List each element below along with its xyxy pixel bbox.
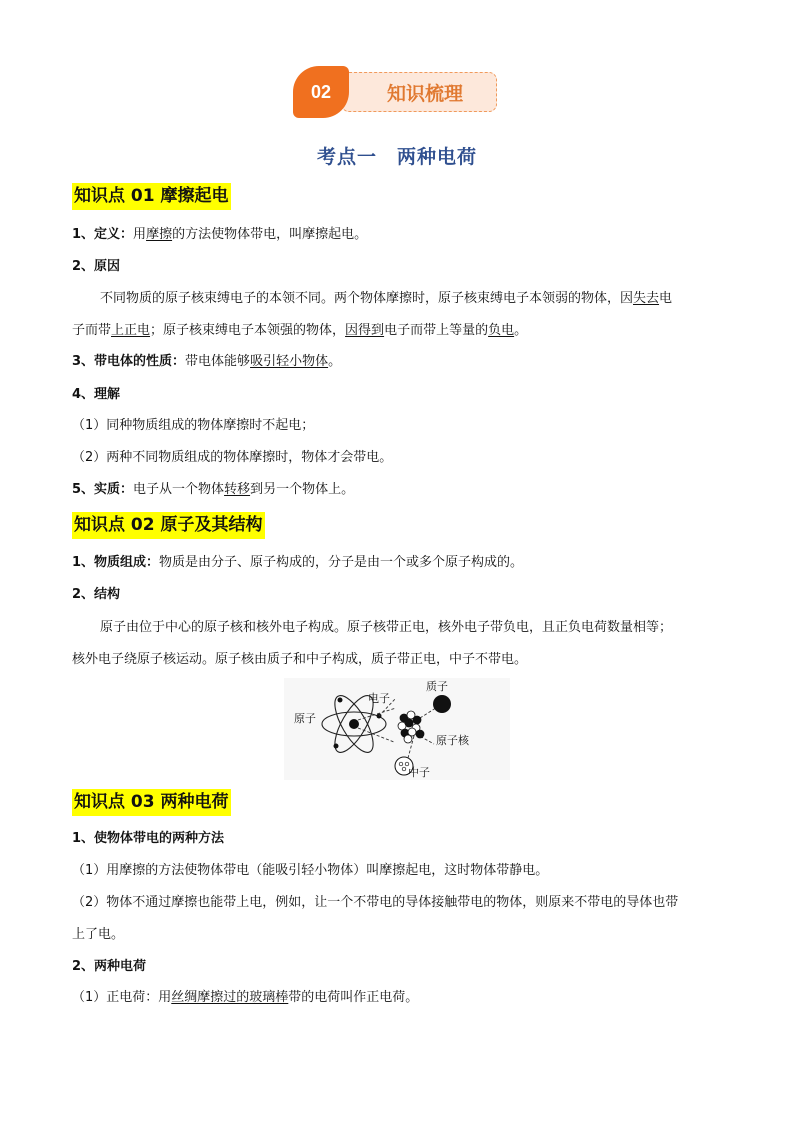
- section-badge: [293, 66, 500, 118]
- methods-label: [72, 830, 224, 848]
- cause-underline-lose: 失去: [633, 291, 660, 306]
- badge-title: 知识梳理: [386, 82, 463, 105]
- badge-title-box: [341, 72, 497, 112]
- composition-line: [72, 554, 523, 572]
- understand-item-2: （2）两种不同物质组成的物体摩擦时，物体才会带电。: [72, 450, 393, 465]
- definition-underline: 摩擦: [146, 227, 173, 242]
- knowledge-point-heading-3: 知识点 03 两种电荷: [72, 789, 231, 816]
- property-label: 3、带电体的性质：: [72, 354, 186, 369]
- definition-label: 1、定义：: [72, 227, 134, 242]
- nucleus-cluster: [398, 711, 424, 743]
- essence-underline: 转移: [224, 482, 251, 497]
- cause2-underline-gain: 因得到: [345, 323, 385, 338]
- cause-label-text: 2、原因: [72, 259, 121, 274]
- composition-text: 物质是由分子、原子构成的，分子是由一个或多个原子构成的。: [159, 555, 524, 570]
- cause2-text-a: 子而带: [72, 323, 112, 338]
- understand-item-1: （1）同种物质组成的物体摩擦时不起电；: [72, 418, 315, 433]
- cause2-text-d: 。: [514, 323, 528, 338]
- structure-paragraph-line-2: 核外电子绕原子核运动。原子核由质子和中子构成，质子带正电，中子不带电。: [72, 652, 528, 667]
- atom-structure-diagram: [284, 678, 510, 780]
- charges-label: [72, 958, 146, 976]
- knowledge-point-heading-2: 知识点 02 原子及其结构: [72, 512, 265, 539]
- cause-text-a: 不同物质的原子核束缚电子的本领不同。两个物体摩擦时，原子核束缚电子本领弱的物体，因: [100, 291, 634, 306]
- label-proton: 质子: [426, 680, 448, 693]
- method-item-1: （1）用摩擦的方法使物体带电（能吸引轻小物体）叫摩擦起电，这时物体带静电。: [72, 863, 549, 878]
- cause-text-b: 电: [659, 291, 673, 306]
- charges-label-text: 2、两种电荷: [72, 959, 147, 974]
- composition-label: 1、物质组成：: [72, 555, 160, 570]
- label-neutron: 中子: [408, 766, 430, 779]
- property-underline: 吸引轻小物体: [250, 354, 329, 369]
- understand-label-text: 4、理解: [72, 387, 121, 402]
- property-post: 。: [328, 354, 342, 369]
- small-nucleus: [349, 719, 359, 729]
- label-nucleus: 原子核: [436, 734, 469, 747]
- essence-pre: 电子从一个物体: [133, 482, 225, 497]
- cause2-text-c: 电子而带上等量的: [384, 323, 489, 338]
- cause2-underline-negative: 负电: [488, 323, 515, 338]
- positive-underline: 丝绸摩擦过的玻璃棒: [171, 990, 289, 1005]
- understand-label: [72, 386, 120, 404]
- cause2-text-b: ；原子核束缚电子本领强的物体，: [150, 323, 346, 338]
- essence-post: 到另一个物体上。: [250, 482, 355, 497]
- positive-pre: （1）正电荷：用: [72, 990, 172, 1005]
- cause-paragraph-line-1: [72, 290, 672, 308]
- structure-label-text: 2、结构: [72, 587, 121, 602]
- orbit-electron-2: [338, 698, 343, 703]
- essence-line: [72, 481, 354, 499]
- label-electron: 电子: [368, 692, 390, 705]
- definition-line: [72, 226, 367, 244]
- cause-paragraph-line-2: [72, 322, 527, 340]
- property-line: [72, 353, 341, 371]
- method-item-2-line-2: 上了电。: [72, 927, 125, 942]
- proton-ball: [433, 695, 451, 713]
- cause-label: [72, 258, 120, 276]
- knowledge-point-heading-1: 知识点 01 摩擦起电: [72, 183, 231, 210]
- cause2-underline-positive: 上正电: [111, 323, 151, 338]
- method-item-2-line-1: （2）物体不通过摩擦也能带上电，例如，让一个不带电的导体接触带电的物体，则原来不带电的导体也带: [72, 895, 679, 910]
- structure-paragraph-line-1: 原子由位于中心的原子核和核外电子构成。原子核带正电，核外电子带负电，且正负电荷数量相等；: [100, 620, 673, 635]
- section-title: 考点一 两种电荷: [316, 146, 477, 168]
- atom-diagram-svg: [284, 678, 510, 780]
- definition-pre: 用: [133, 227, 147, 242]
- positive-charge-line: [72, 989, 418, 1007]
- property-pre: 带电体能够: [185, 354, 251, 369]
- structure-label: [72, 586, 120, 604]
- essence-label: 5、实质：: [72, 482, 134, 497]
- orbit-electron-3: [334, 744, 339, 749]
- label-atom: 原子: [294, 712, 316, 725]
- positive-post: 带的电荷叫作正电荷。: [288, 990, 419, 1005]
- methods-label-text: 1、使物体带电的两种方法: [72, 831, 225, 846]
- definition-post: 的方法使物体带电，叫摩擦起电。: [172, 227, 368, 242]
- badge-number: 02: [293, 66, 349, 118]
